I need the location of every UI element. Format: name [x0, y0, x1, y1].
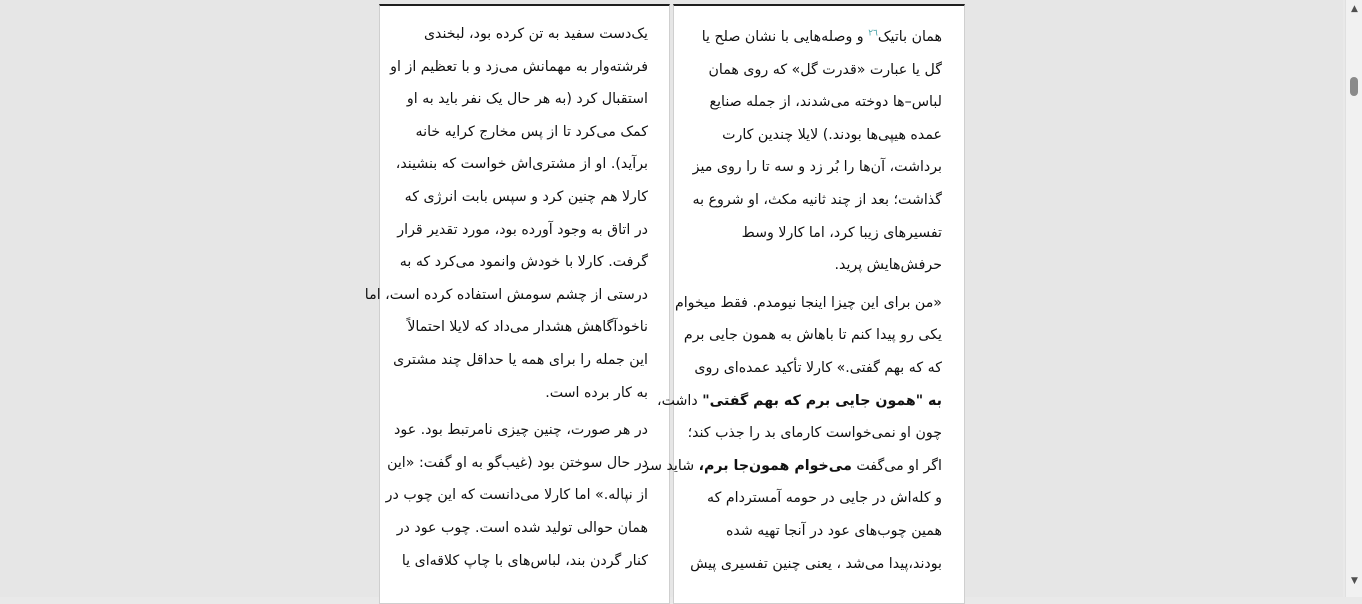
- paragraph: [642, 287, 942, 580]
- text-line: و کله‌اش در جایی در حومه آمستردام که: [707, 490, 942, 507]
- text-line: از نپاله.» اما کارلا می‌دانست که این چوب در: [385, 487, 648, 504]
- page-text-right: [642, 21, 942, 585]
- text-line: برداشت، آن‌ها را بُر زد و سه تا را روی میز: [692, 159, 942, 176]
- text-line: [642, 450, 942, 483]
- scroll-down-arrow-icon[interactable]: ▼: [1351, 576, 1358, 586]
- text-line: همان حوالی تولید شده است. چوب عود در: [396, 519, 648, 536]
- text-line: لباس–ها دوخته می‌شدند، از جمله صنایع: [709, 94, 942, 111]
- paragraph: [364, 18, 648, 409]
- paragraph: [385, 414, 648, 577]
- text-line: ناخودآگاهش هشدار می‌داد که لایلا احتمالاً: [407, 319, 648, 336]
- text-line: [657, 385, 942, 418]
- text-line: استقبال کرد (به هر حال یک نفر باید به او: [406, 91, 648, 108]
- text-line: که که بهم گفتی.» کارلا تأکید عمده‌ای روی: [694, 359, 942, 376]
- text-line: به کار برده است.: [545, 384, 648, 401]
- book-page-right: [642, 4, 965, 604]
- text-line: کنار گردن بند، لباس‌های با چاپ کلاقه‌ای یا: [401, 552, 648, 569]
- text-line: چون او نمی‌خواست کارمای بد را جذب کند؛: [687, 425, 942, 442]
- text-line: عمده هیپی‌ها بودند.) لایلا چندین کارت: [722, 126, 942, 143]
- text-line: گرفت. کارلا با خودش وانمود می‌کرد که به: [399, 254, 648, 271]
- text-line: [690, 21, 942, 54]
- text-line: در اتاق به وجود آورده بود، مورد تقدیر قرار: [397, 221, 648, 238]
- paragraph: [690, 21, 942, 282]
- text-line: یک‌دست سفید به تن کرده بود، لبخندی: [423, 26, 648, 42]
- text-segment: شاید سر: [642, 457, 695, 474]
- scrollbar-thumb[interactable]: [1350, 77, 1358, 96]
- text-line: در هر صورت، چنین چیزی نامرتبط بود. عود: [394, 422, 648, 439]
- text-line: برآید). او از مشتری‌اش خواست که بنشیند،: [395, 156, 648, 173]
- text-line: گذاشت؛ بعد از چند ثانیه مکث، او شروع به: [692, 191, 942, 208]
- footnote-link[interactable]: ٢٦: [868, 28, 878, 39]
- text-line: کارلا هم چنین کرد و سپس بابت انرژی که: [404, 188, 648, 205]
- text-line: این جمله را برای همه یا حداقل چند مشتری: [393, 351, 648, 368]
- text-line: یکی رو پیدا کنم تا باهاش به همون جایی برم: [683, 327, 942, 344]
- text-segment: و وصله‌هایی با نشان صلح یا: [701, 29, 864, 45]
- text-line: گل یا عبارت «قدرت گل» که روی همان: [708, 61, 942, 78]
- text-segment: داشت،: [657, 392, 698, 409]
- text-line: در حال سوختن بود (غیب‌گو به او گفت: «این: [387, 454, 648, 471]
- emphasis-text: می‌خوام همون‌جا برم،: [698, 457, 852, 474]
- text-line: فرشته‌وار به مهمانش می‌زد و با تعظیم از او: [390, 58, 648, 75]
- text-segment: اگر او می‌گفت: [856, 457, 942, 474]
- text-line: کمک می‌کرد تا از پس مخارج کرایه خانه: [415, 123, 648, 140]
- emphasis-text: به "همون جایی برم که بهم گفتی": [702, 392, 942, 409]
- scroll-up-arrow-icon[interactable]: ▲: [1351, 4, 1358, 14]
- page-text-left: [364, 18, 648, 582]
- text-line: حرفش‌هایش پرید.: [834, 257, 942, 274]
- text-segment: همان باتیک: [877, 29, 942, 45]
- vertical-scrollbar[interactable]: [1345, 0, 1362, 597]
- text-line: بودند،پیدا می‌شد ، یعنی چنین تفسیری پیش: [690, 555, 942, 572]
- text-line: «من برای این چیزا اینجا نیومدم. فقط میخوام: [674, 294, 942, 311]
- text-line: درستی از چشم سومش استفاده کرده است، اما: [364, 286, 648, 303]
- text-line: همین چوب‌های عود در آنجا تهیه شده: [726, 522, 942, 539]
- text-line: تفسیرهای زیبا کرد، اما کارلا وسط: [741, 224, 942, 241]
- book-page-left: [364, 4, 670, 604]
